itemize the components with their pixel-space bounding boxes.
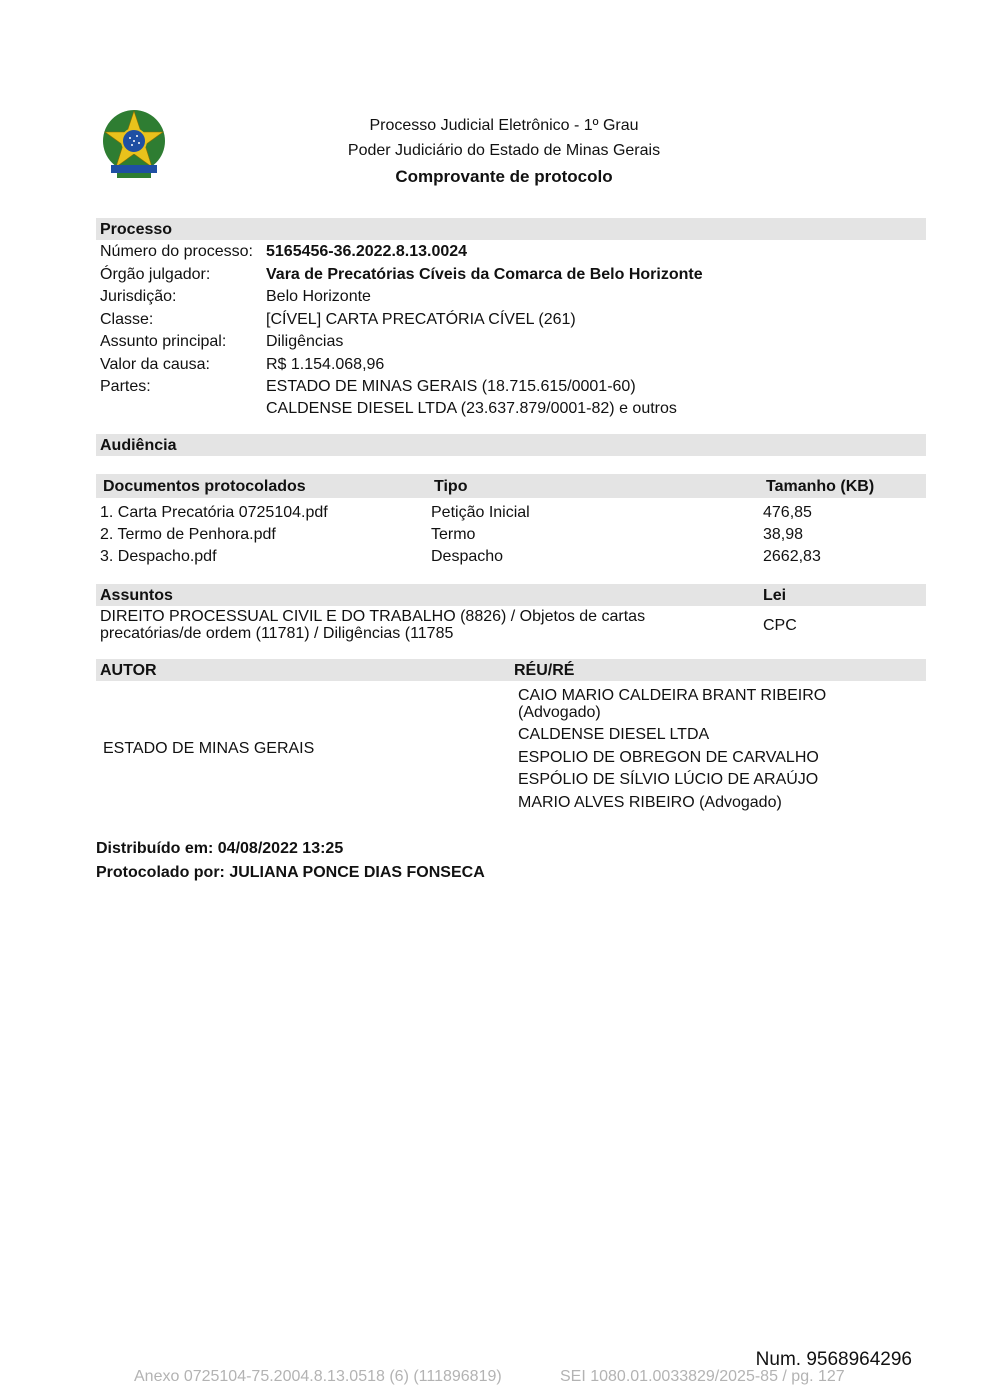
assuntos-text [100,608,645,642]
brazil-coat-of-arms-emblem [97,105,171,183]
document-number: Num. 9568964296 [755,1349,912,1370]
list-item: ESPOLIO DE OBREGON DE CARVALHO [518,749,819,766]
document-type: Termo [431,526,476,543]
field-value-jurisdicao: Belo Horizonte [266,288,371,305]
page-title: Comprovante de protocolo [395,167,613,186]
field-label-assunto: Assunto principal: [100,333,227,350]
assuntos-col-header: Assuntos [100,587,173,604]
protocolado-text: Protocolado por: JULIANA PONCE DIAS FONSECA [96,864,485,881]
field-value-partes-2: CALDENSE DIESEL LTDA (23.637.879/0001-82) e outros [266,400,677,417]
field-value-classe: [CÍVEL] CARTA PRECATÓRIA CÍVEL (261) [266,311,576,328]
autor-name: ESTADO DE MINAS GERAIS [103,740,315,757]
partes-header-band [96,659,926,681]
field-label-valor: Valor da causa: [100,356,210,373]
audiencia-band [96,434,926,456]
header-line-2: Poder Judiciário do Estado de Minas Gerais [347,142,661,159]
document-type: Despacho [431,548,504,565]
autor-col-header: AUTOR [100,662,157,679]
document-link[interactable]: 3. Despacho.pdf [100,548,217,565]
field-value-orgao: Vara de Precatórias Cíveis da Comarca de Belo Horizonte [266,266,703,283]
document-link[interactable]: 1. Carta Precatória 0725104.pdf [100,504,328,521]
anexo-reference: Anexo 0725104-75.2004.8.13.0518 (6) (111896819) [134,1368,502,1385]
reu-list [518,687,826,721]
field-label-orgao: Órgão julgador: [100,266,211,283]
header-line-1: Processo Judicial Eletrônico - 1º Grau [369,117,639,134]
list-item: MARIO ALVES RIBEIRO (Advogado) [518,794,782,811]
sei-reference: SEI 1080.01.0033829/2025-85 / pg. 127 [560,1368,845,1385]
processo-section-title: Processo [100,221,173,238]
processo-band [96,218,926,240]
documentos-header-band [96,474,926,498]
assuntos-text-line-1: DIREITO PROCESSUAL CIVIL E DO TRABALHO (8826) / Objetos de cartas [100,608,646,625]
assuntos-text-line-2: precatórias/de ordem (11781) / Diligências (11785 [100,625,454,642]
list-item: CAIO MARIO CALDEIRA BRANT RIBEIRO [518,687,827,704]
field-label-numero: Número do processo: [100,243,253,260]
tipo-col-header: Tipo [434,478,468,495]
reu-col-header: RÉU/RÉ [514,662,575,679]
field-label-jurisdicao: Jurisdição: [100,288,177,305]
lei-value: CPC [763,617,797,634]
list-item: CALDENSE DIESEL LTDA [518,726,710,743]
field-label-partes: Partes: [100,378,151,395]
tamanho-col-header: Tamanho (KB) [766,478,875,495]
assuntos-header-band [96,584,926,606]
list-item: ESPÓLIO DE SÍLVIO LÚCIO DE ARAÚJO [518,771,819,788]
list-item: (Advogado) [518,704,601,721]
field-label-classe: Classe: [100,311,154,328]
audiencia-section-title: Audiência [100,437,177,454]
document-size: 2662,83 [763,548,821,565]
document-size: 38,98 [763,526,804,543]
document-type: Petição Inicial [431,504,530,521]
field-value-assunto: Diligências [266,333,344,350]
document-size: 476,85 [763,504,812,521]
field-value-valor: R$ 1.154.068,96 [266,356,385,373]
lei-col-header: Lei [763,587,787,604]
documentos-col-header: Documentos protocolados [103,478,306,495]
field-value-partes-1: ESTADO DE MINAS GERAIS (18.715.615/0001-60) [266,378,636,395]
field-value-numero: 5165456-36.2022.8.13.0024 [266,243,468,260]
distribuido-text: Distribuído em: 04/08/2022 13:25 [96,840,344,857]
document-link[interactable]: 2. Termo de Penhora.pdf [100,526,276,543]
